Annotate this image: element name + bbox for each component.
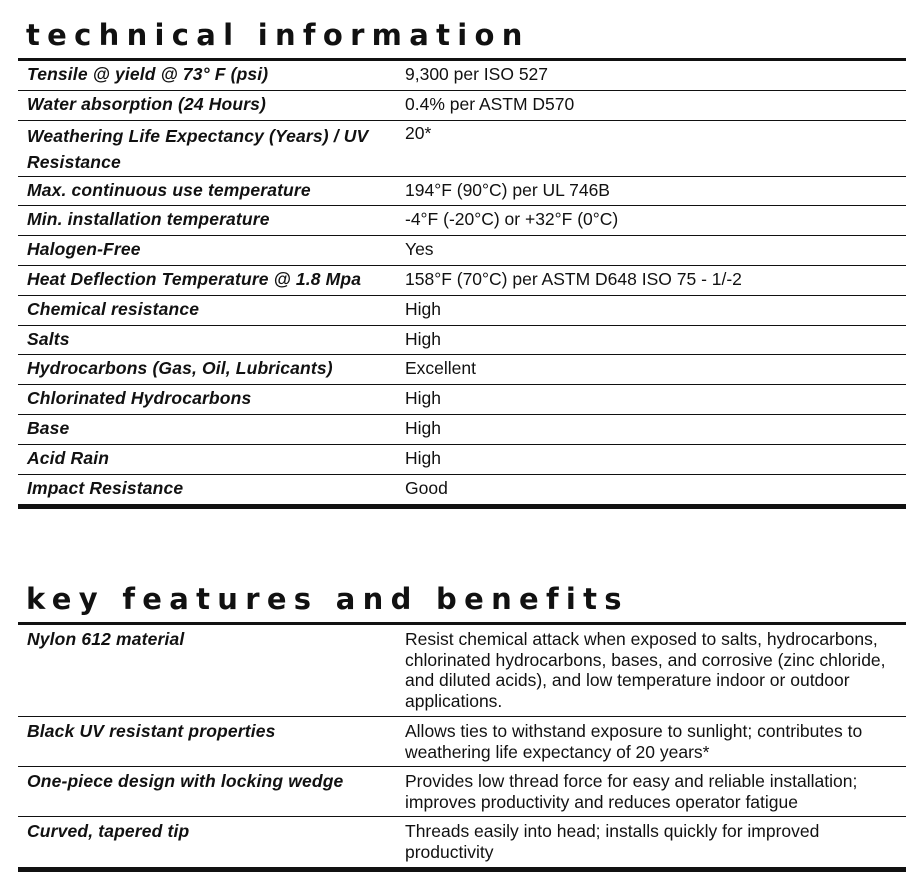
table-row [18, 445, 906, 475]
spec-value: High [405, 328, 441, 349]
table-row [18, 91, 906, 121]
spec-label: Halogen-Free [27, 239, 141, 260]
feature-benefit: Provides low thread force for easy and reliable installation; improves productivity and reduces operator fatigue [405, 771, 858, 812]
table-row [18, 717, 906, 767]
table-row [18, 236, 906, 266]
table-row [18, 475, 906, 505]
technical-information-section [18, 18, 906, 509]
table-row [18, 817, 906, 867]
spec-label: Heat Deflection Temperature @ 1.8 Mpa [27, 268, 362, 289]
feature-label: Curved, tapered tip [27, 821, 190, 841]
spec-label: Max. continuous use temperature [27, 179, 311, 200]
table-row [18, 266, 906, 296]
technical-information-heading: technical information [26, 18, 530, 52]
table-row [18, 121, 906, 177]
feature-benefit: Resist chemical attack when exposed to salts, hydrocarbons, chlorinated hydrocarbons, bases, and corrosive (zinc chloride, and diluted acids), and low temperature indoor or outdoor applications. [405, 629, 886, 711]
spec-label: Acid Rain [27, 447, 110, 468]
spec-label: Min. installation temperature [27, 209, 270, 230]
table-row [18, 296, 906, 326]
spec-value: 0.4% per ASTM D570 [405, 93, 575, 114]
spec-value: 9,300 per ISO 527 [405, 64, 549, 84]
spec-value: 20* [405, 122, 432, 143]
spec-value: Good [405, 477, 448, 498]
spec-value: High [405, 417, 441, 438]
feature-benefit: Threads easily into head; installs quickly for improved productivity [405, 821, 820, 862]
technical-information-table [18, 58, 906, 509]
feature-label: Black UV resistant properties [27, 721, 276, 741]
table-row [18, 206, 906, 236]
spec-value: High [405, 447, 441, 468]
table-row [18, 61, 906, 91]
table-row [18, 177, 906, 207]
spec-value: 194°F (90°C) per UL 746B [405, 179, 610, 200]
spec-value: High [405, 298, 441, 319]
spec-value: -4°F (-20°C) or +32°F (0°C) [405, 209, 619, 230]
key-features-table [18, 622, 906, 872]
spec-label: Hydrocarbons (Gas, Oil, Lubricants) [27, 358, 333, 379]
spec-label: Impact Resistance [27, 477, 184, 498]
spec-value: Yes [405, 239, 434, 260]
table-row [18, 415, 906, 445]
spec-label: Chlorinated Hydrocarbons [27, 388, 252, 409]
table-row [18, 355, 906, 385]
feature-benefit: Allows ties to withstand exposure to sunlight; contributes to weathering life expectancy of 20 years* [405, 721, 863, 762]
spec-label: Base [27, 417, 70, 438]
spec-label: Weathering Life Expectancy (Years) / UV Resistance [27, 125, 369, 172]
spec-value: Excellent [405, 358, 477, 379]
feature-label: One-piece design with locking wedge [27, 771, 344, 791]
table-row [18, 385, 906, 415]
spec-label: Water absorption (24 Hours) [27, 93, 267, 114]
spec-value: 158°F (70°C) per ASTM D648 ISO 75 - 1/-2 [405, 268, 742, 289]
spec-value: High [405, 388, 441, 409]
spec-label: Tensile @ yield @ 73° F (psi) [27, 64, 269, 84]
table-row [18, 767, 906, 817]
spec-label: Chemical resistance [27, 298, 200, 319]
key-features-section [18, 582, 906, 872]
table-row [18, 326, 906, 356]
spec-label: Salts [27, 328, 70, 349]
feature-label: Nylon 612 material [27, 629, 185, 649]
table-row [18, 625, 906, 717]
key-features-heading: key features and benefits [26, 582, 629, 616]
